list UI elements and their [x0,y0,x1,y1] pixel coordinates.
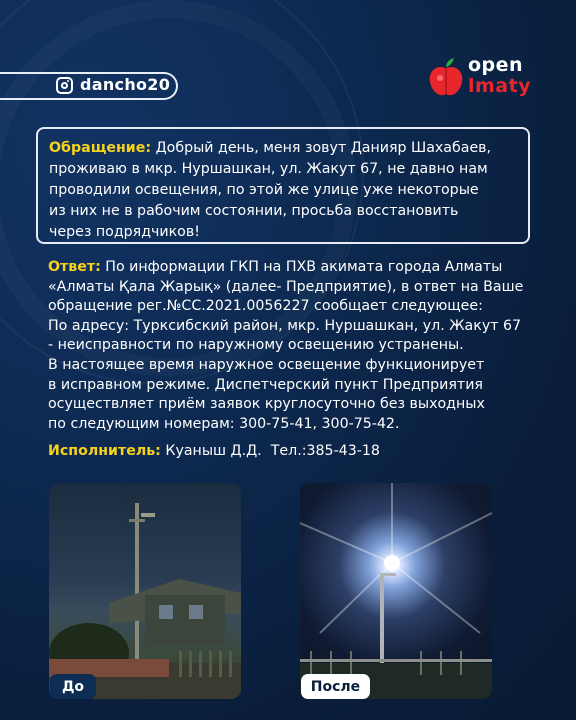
request-line-1 [49,138,517,159]
answer-line-5: - неисправности по наружному освещению устранены. [48,337,464,354]
before-photo[interactable] [49,483,241,699]
request-line-3: проводили освещения, по этой же улице уже некоторые [49,182,479,198]
executor-name: Куаныш Д.Д. [165,443,262,459]
answer-line-7: в исправном режиме. Диспетчерский пункт Предприятия [48,376,483,393]
request-line-4: из них не в рабочим состоянии, просьба восстановить [49,203,459,219]
executor-line [48,443,380,459]
after-caption: После [301,674,370,699]
apple-logo-icon [428,58,464,98]
answer-line-1 [48,258,548,278]
answer-line-2: «Алматы Қала Жарық» (далее- Предприятие), в ответ на Ваше [48,278,524,295]
open-almaty-logo [428,46,538,102]
request-box [36,127,530,244]
before-caption: До [50,674,96,699]
answer-line-6: В настоящее время наружное освещение функционирует [48,356,485,373]
request-line-5: через подрядчиков! [49,224,200,240]
logo-text-open: open [468,54,524,76]
request-text-1: Добрый день, меня зовут Данияр Шахабаев, [155,140,492,156]
answer-text-1: По информации ГКП на ПХВ акимата города Алматы [105,259,503,275]
executor-label: Исполнитель: [48,443,161,459]
answer-block [48,258,548,434]
request-label: Обращение: [49,140,152,156]
before-photo-scene [49,483,241,699]
instagram-icon [56,77,73,94]
author-handle[interactable]: dancho20 [80,75,171,94]
answer-line-3: обращение рег.№СС.2021.0056227 сообщает следующее: [48,298,483,315]
executor-phone: Тел.:385-43-18 [270,443,380,459]
request-line-2: проживаю в мкр. Нуршашкан, ул. Жакут 67, не давно нам [49,161,488,177]
answer-line-9: по следующим номерам: 300-75-41, 300-75-42. [48,415,400,432]
answer-label: Ответ: [48,259,101,275]
logo-text-lmaty: lmaty [468,75,532,97]
after-photo-scene [300,483,492,699]
answer-line-4: По адресу: Турксибский район, мкр. Нуршашкан, ул. Жакут 67 [48,317,522,334]
after-photo[interactable] [300,483,492,699]
answer-line-8: осуществляет приём заявок круглосуточно без выходных [48,396,485,413]
